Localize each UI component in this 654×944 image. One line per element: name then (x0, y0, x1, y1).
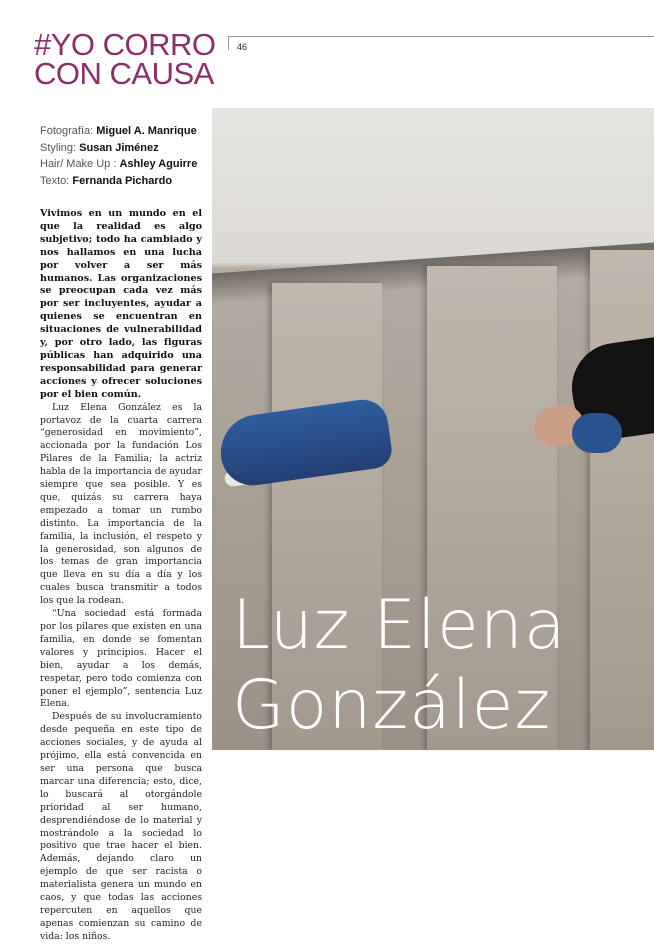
stair-step (590, 250, 654, 750)
article-body (40, 208, 202, 944)
title-line-1: #YO CORRO (34, 27, 216, 62)
credit-styling (40, 140, 197, 157)
credit-label: Texto: (40, 174, 70, 187)
article-paragraph: Después de su involucramiento desde pequeña en este tipo de acciones sociales, y de ayuda al prójimo, ella está convencida en ser una persona que busca marcar una diferencia; esto, dice, lo buscará al otorgándole prioridad al ser humano, desprendiéndose de lo material y mostrándole a la sociedad lo positivo que trae hacer el bien. Además, dejando claro un ejemplo de que ser racista o materialista genera un mundo en caos, y que todas las acciones repercuten en aquellos que apenas comienzan su camino de vida: los niños. (40, 711, 202, 942)
article-paragraph: Luz Elena González es la portavoz de la cuarta carrera “generosidad en movimiento”, accionada por la fundación Los Pilares de la Familia; la actriz habla de la importancia de ayudar siempre que sea posible. Y es que, quizás su carrera haya empezado a tomar un rumbo distinto. La importancia de la familia, la inclusión, el respeto y la generosidad, son algunos de los temas de gran importancia que lleva en su día a día y los cuales busca transmitir a todos los que la rodean. (40, 401, 202, 607)
header-rule-tick (228, 36, 229, 50)
credit-value: Miguel A. Manrique (96, 125, 197, 137)
featured-name (232, 586, 567, 746)
section-title (34, 27, 216, 91)
article-paragraph: “Una sociedad está formada por los pilares que existen en una familia, en donde se fomentan valores y principios. Hacer el bien, ayudar a los demás, respetar, pero todo comienza con poner el ejemplo”, sentencia Luz Elena. (40, 608, 202, 710)
credit-value: Ashley Aguirre (119, 158, 198, 170)
credit-photo (40, 123, 197, 140)
page-number: 46 (237, 42, 248, 52)
title-line-2: CON CAUSA (34, 56, 214, 91)
credit-value: Fernanda Pichardo (72, 174, 173, 187)
name-line-2: González (232, 666, 552, 745)
credit-value: Susan Jiménez (79, 141, 159, 154)
article-lead: Vivimos en un mundo en el que la realidad es algo subjetivo; todo ha cambiado y nos hallamos en una lucha por volver a ser más humanos. Las organizaciones se preocupan cada vez más por ser incluyentes, ayudar a quienes se encuentran en situaciones de vulnerabilidad y, por otro lado, las figuras públicas han adquirido una responsabilidad para generar acciones y ofrecer soluciones por el bien común. (40, 208, 202, 400)
credit-text (40, 173, 197, 190)
credits (40, 123, 197, 189)
second-shoe (572, 413, 622, 453)
credit-hair-makeup (40, 156, 197, 173)
hero-photo (212, 108, 654, 750)
credit-label: Fotografía: (40, 125, 94, 137)
credit-label: Hair/ Make Up : (40, 158, 117, 170)
credit-label: Styling: (40, 141, 77, 154)
header-rule (228, 36, 654, 37)
name-line-1: Luz Elena (232, 586, 567, 665)
